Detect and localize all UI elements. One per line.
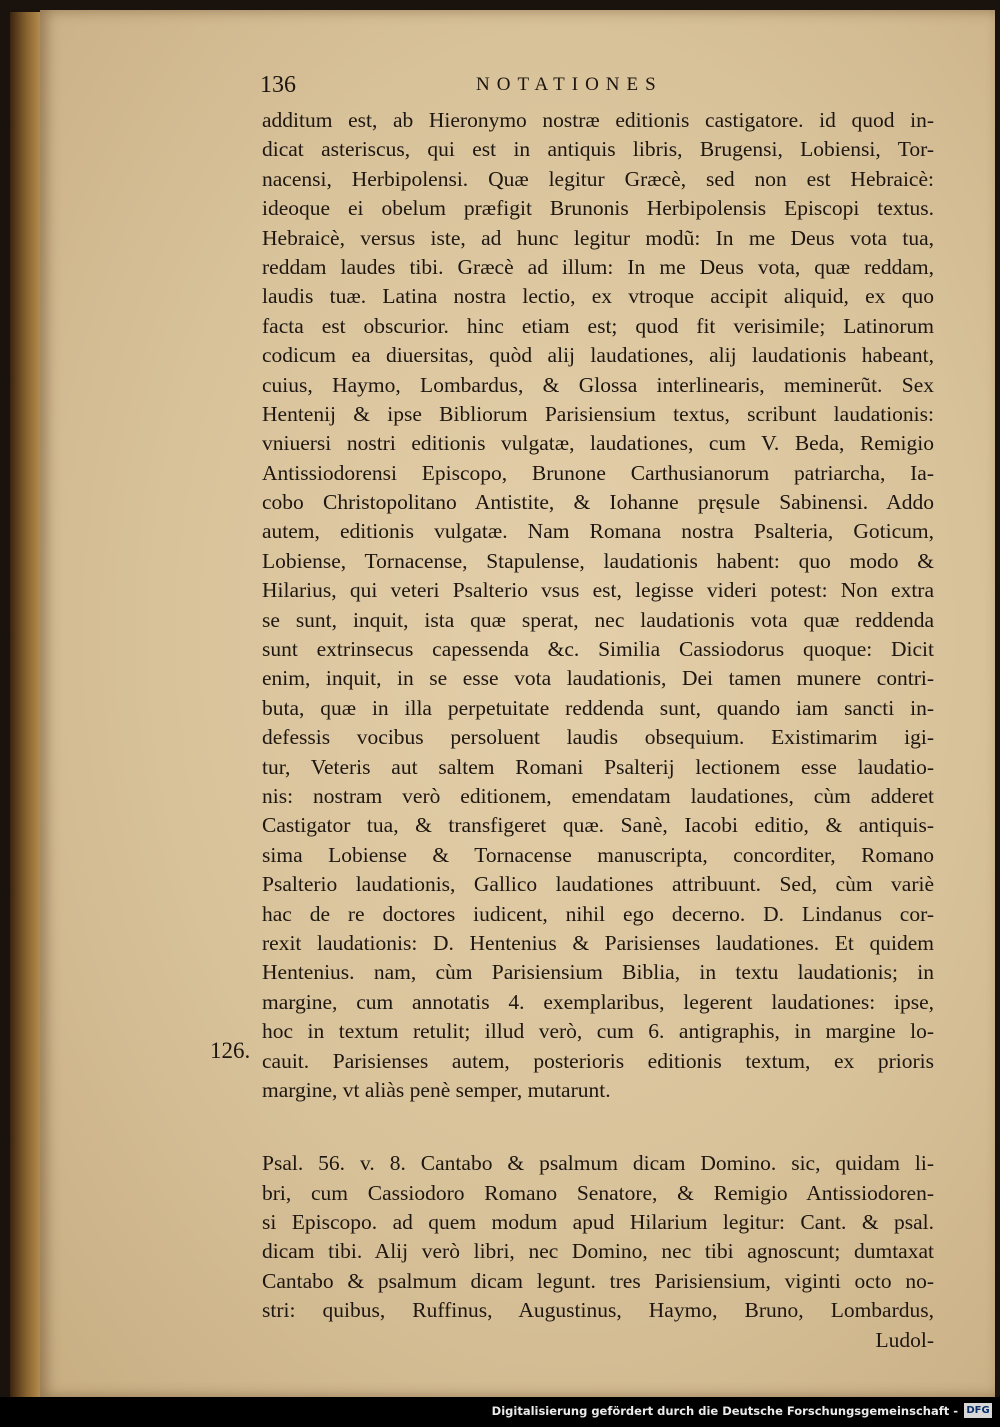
text-line: cobo Christopolitano Antistite, & Iohanne pręsule Sabinensi. Addo (262, 490, 934, 515)
text-line: margine, cum annotatis 4. exemplaribus, legerent laudationes: ipse, (262, 989, 934, 1014)
text-line: nis: nostram verò editionem, emendatam laudationes, cùm adderet (262, 783, 934, 808)
note-line: si Episcopo. ad quem modum apud Hilarium legitur: Cant. & psal. (262, 1210, 934, 1235)
text-line: Castigator tua, & transfigeret quæ. Sanè, Iacobi editio, & antiquis- (262, 813, 934, 838)
note-line: Psal. 56. v. 8. Cantabo & psalmum dicam Domino. sic, quidam li- (262, 1151, 934, 1176)
paragraph-1 (262, 106, 934, 1105)
page-number: 136 (260, 72, 296, 98)
footer-credit-text: Digitalisierung gefördert durch die Deutsche Forschungsgemeinschaft - (491, 1404, 958, 1418)
text-line: hoc in textum retulit; illud verò, cum 6. antigraphis, in margine lo- (262, 1019, 934, 1044)
text-line: autem, editionis vulgatæ. Nam Romana nostra Psalteria, Goticum, (262, 519, 934, 544)
text-line: se sunt, inquit, ista quæ sperat, nec laudationis vota quæ reddenda (262, 607, 934, 632)
note-line: dicam tibi. Alij verò libri, nec Domino, nec tibi agnoscunt; dumtaxat (262, 1239, 934, 1264)
text-line: Hebraicè, versus iste, ad hunc legitur modũ: In me Deus vota tua, (262, 225, 934, 250)
running-title: NOTATIONES (476, 74, 663, 95)
running-head (260, 72, 760, 102)
text-line: Psalterio laudationis, Gallico laudationes attribuunt. Sed, cùm variè (262, 872, 934, 897)
text-line: Antissiodorensi Episcopo, Brunone Carthusianorum patriarcha, Ia- (262, 460, 934, 485)
note-number-marker: 126. (210, 1038, 251, 1063)
text-line: defessis vocibus persoluent laudis obsequium. Existimarim igi- (262, 725, 934, 750)
text-line: buta, quæ in illa perpetuitate reddenda sunt, quando iam sancti in- (262, 695, 934, 720)
text-block (262, 106, 934, 1355)
digitization-footer (0, 1397, 1000, 1427)
text-line: facta est obscurior. hinc etiam est; quod fit verisimile; Latinorum (262, 313, 934, 338)
text-line: cauit. Parisienses autem, posterioris editionis textum, ex prioris (262, 1048, 934, 1073)
text-line: laudis tuæ. Latina nostra lectio, ex vtroque accipit aliquid, ex quo (262, 284, 934, 309)
note-line: stri: quibus, Ruffinus, Augustinus, Haymo, Bruno, Lombardus, (262, 1298, 934, 1323)
text-line: Hilarius, qui veteri Psalterio vsus est, legisse videri potest: Non extra (262, 578, 934, 603)
text-line: vniuersi nostri editionis vulgatæ, laudationes, cum V. Beda, Remigio (262, 431, 934, 456)
note-line: Cantabo & psalmum dicam legunt. tres Parisiensium, viginti octo no- (262, 1268, 934, 1293)
paragraph-gap (262, 1105, 934, 1149)
text-line: codicum ea diuersitas, quòd alij laudationes, alij laudationis habeant, (262, 343, 934, 368)
note-catchword: Ludol- (875, 1327, 934, 1352)
text-line: Hentenius. nam, cùm Parisiensium Biblia, in textu laudationis; in (262, 960, 934, 985)
text-line: tur, Veteris aut saltem Romani Psalterij lectionem esse laudatio- (262, 754, 934, 779)
text-line: hac de re doctores iudicent, nihil ego decerno. D. Lindanus cor- (262, 901, 934, 926)
text-line: enim, inquit, in se esse vota laudationis, Dei tamen munere contri- (262, 666, 934, 691)
note-line: bri, cum Cassiodoro Romano Senatore, & Remigio Antissiodoren- (262, 1180, 934, 1205)
text-line: dicat asteriscus, qui est in antiquis libris, Brugensi, Lobiensi, Tor- (262, 137, 934, 162)
text-line: Lobiense, Tornacense, Stapulense, laudationis habent: quo modo & (262, 548, 934, 573)
text-line: Hentenij & ipse Bibliorum Parisiensium textus, scribunt laudationis: (262, 401, 934, 426)
text-line: ideoque ei obelum præfigit Brunonis Herbipolensis Episcopi textus. (262, 196, 934, 221)
text-line: rexit laudationis: D. Hentenius & Parisienses laudationes. Et quidem (262, 930, 934, 955)
note-126-body (262, 1149, 934, 1355)
text-line: margine, vt aliàs penè semper, mutarunt. (262, 1077, 611, 1102)
text-line: sima Lobiense & Tornacense manuscripta, concorditer, Romano (262, 842, 934, 867)
text-line: reddam laudes tibi. Græcè ad illum: In me Deus vota, quæ reddam, (262, 254, 934, 279)
text-line: sunt extrinsecus capessenda &c. Similia Cassiodorus quoque: Dicit (262, 637, 934, 662)
dfg-logo: DFG (964, 1403, 992, 1418)
text-line: cuius, Haymo, Lombardus, & Glossa interlinearis, meminerũt. Sex (262, 372, 934, 397)
text-line: nacensi, Herbipolensi. Quæ legitur Græcè, sed non est Hebraicè: (262, 166, 934, 191)
text-line: additum est, ab Hieronymo nostræ editionis castigatore. id quod in- (262, 108, 934, 132)
